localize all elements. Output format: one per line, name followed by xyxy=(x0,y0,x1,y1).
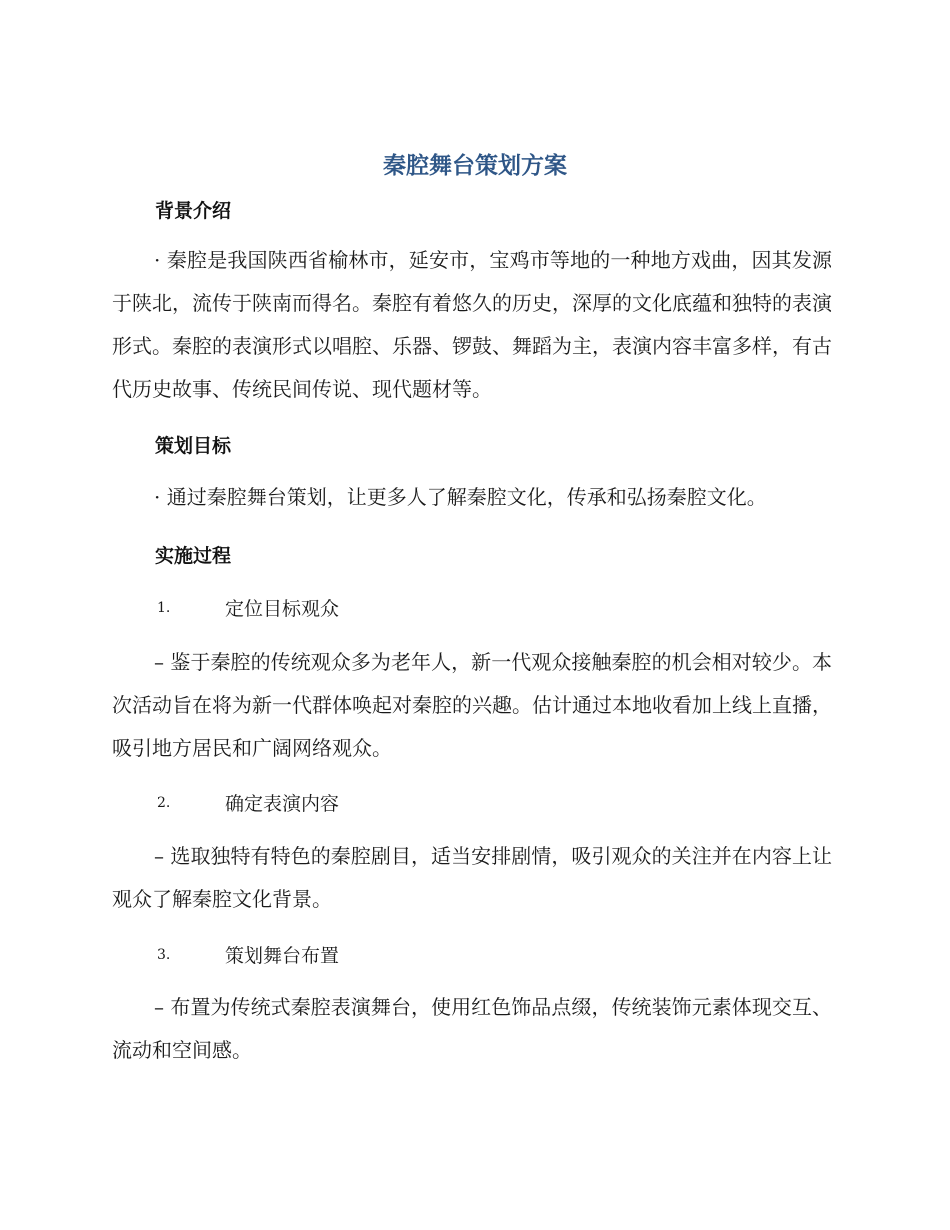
section-heading-process: 实施过程 xyxy=(155,545,232,567)
step-number: 3. xyxy=(157,946,171,963)
step-3-paragraph: – 布置为传统式秦腔表演舞台，使用红色饰品点缀，传统装饰元素体现交互、流动和空间感。 xyxy=(112,995,832,1062)
document-title: 秦腔舞台策划方案 xyxy=(383,153,567,179)
background-paragraph: · 秦腔是我国陕西省榆林市，延安市，宝鸡市等地的一种地方戏曲，因其发源于陕北，流传于陕南而得名。秦腔有着悠久的历史，深厚的文化底蕴和独特的表演形式。秦腔的表演形式以唱腔、乐器、锣鼓、舞蹈为主，表演内容丰富多样，有古代历史故事、传统民间传说、现代题材等。 xyxy=(112,248,832,401)
step-label: 定位目标观众 xyxy=(225,598,340,620)
goal-paragraph: · 通过秦腔舞台策划，让更多人了解秦腔文化，传承和弘扬秦腔文化。 xyxy=(154,485,767,509)
section-heading-goal: 策划目标 xyxy=(155,435,232,457)
section-heading-background: 背景介绍 xyxy=(155,200,232,222)
process-step-2 xyxy=(157,789,339,816)
process-step-3 xyxy=(157,941,339,968)
step-1-paragraph: – 鉴于秦腔的传统观众多为老年人，新一代观众接触秦腔的机会相对较少。本次活动旨在将为新一代群体唤起对秦腔的兴趣。估计通过本地收看加上线上直播，吸引地方居民和广阔网络观众。 xyxy=(112,650,832,760)
step-label: 策划舞台布置 xyxy=(225,945,340,967)
step-number: 1. xyxy=(157,599,171,616)
step-2-paragraph: – 选取独特有特色的秦腔剧目，适当安排剧情，吸引观众的关注并在内容上让观众了解秦腔文化背景。 xyxy=(112,844,832,911)
step-label: 确定表演内容 xyxy=(225,793,340,815)
step-number: 2. xyxy=(157,794,171,811)
process-step-1 xyxy=(157,594,339,621)
